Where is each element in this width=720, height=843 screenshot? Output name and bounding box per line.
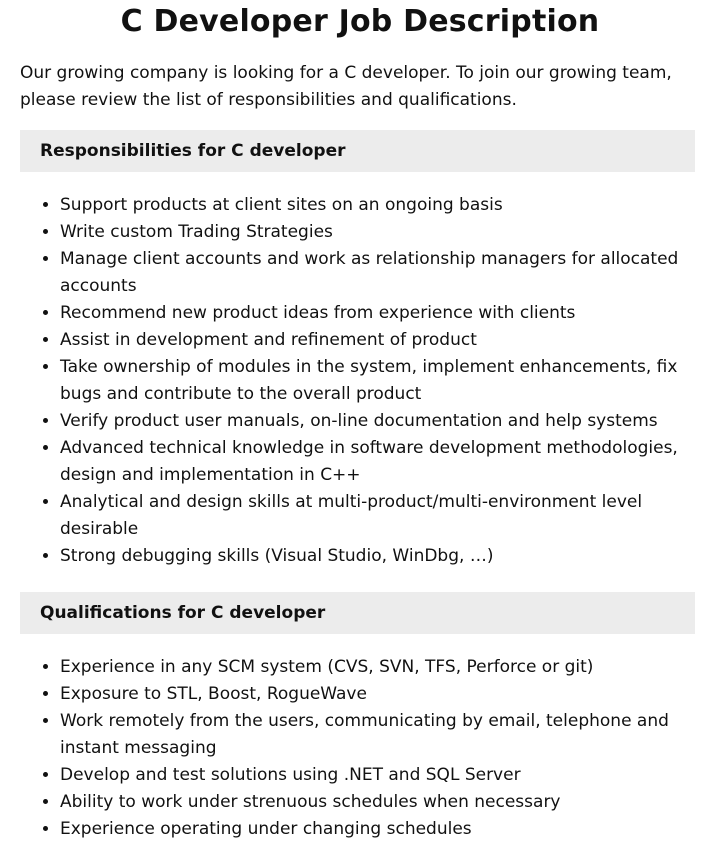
responsibilities-list — [20, 192, 700, 570]
list-item: • Recommend new product ideas from experience with clients — [60, 300, 700, 327]
intro-paragraph: Our growing company is looking for a C developer. To join our growing team, please review the list of responsibilities and qualifications. — [20, 63, 672, 110]
responsibilities-heading: Responsibilities for C developer — [20, 130, 695, 172]
list-item: • Write custom Trading Strategies — [60, 219, 700, 246]
list-item: • Ability to work under strenuous schedules when necessary — [60, 789, 700, 816]
list-item: • Support products at client sites on an ongoing basis — [60, 192, 700, 219]
qualifications-heading: Qualifications for C developer — [20, 592, 695, 634]
list-item: • Advanced technical knowledge in software development methodologies, design and implementation in C++ — [60, 435, 700, 489]
list-item: • Verify product user manuals, on-line documentation and help systems — [60, 408, 700, 435]
list-item: • Assist in development and refinement of product — [60, 327, 700, 354]
list-item: • Analytical and design skills at multi-product/multi-environment level desirable — [60, 489, 700, 543]
list-item: • Exposure to STL, Boost, RogueWave — [60, 681, 700, 708]
list-item: • Experience operating under changing schedules — [60, 816, 700, 843]
list-item: • Experience in any SCM system (CVS, SVN, TFS, Perforce or git) — [60, 654, 700, 681]
list-item: • Develop and test solutions using .NET and SQL Server — [60, 762, 700, 789]
page-title: C Developer Job Description — [120, 4, 600, 39]
list-item: • Manage client accounts and work as relationship managers for allocated accounts — [60, 246, 700, 300]
list-item: • Strong debugging skills (Visual Studio, WinDbg, …) — [60, 543, 700, 570]
list-item: • Work remotely from the users, communicating by email, telephone and instant messaging — [60, 708, 700, 762]
list-item: • Take ownership of modules in the system, implement enhancements, fix bugs and contribute to the overall product — [60, 354, 700, 408]
qualifications-list — [20, 654, 700, 843]
